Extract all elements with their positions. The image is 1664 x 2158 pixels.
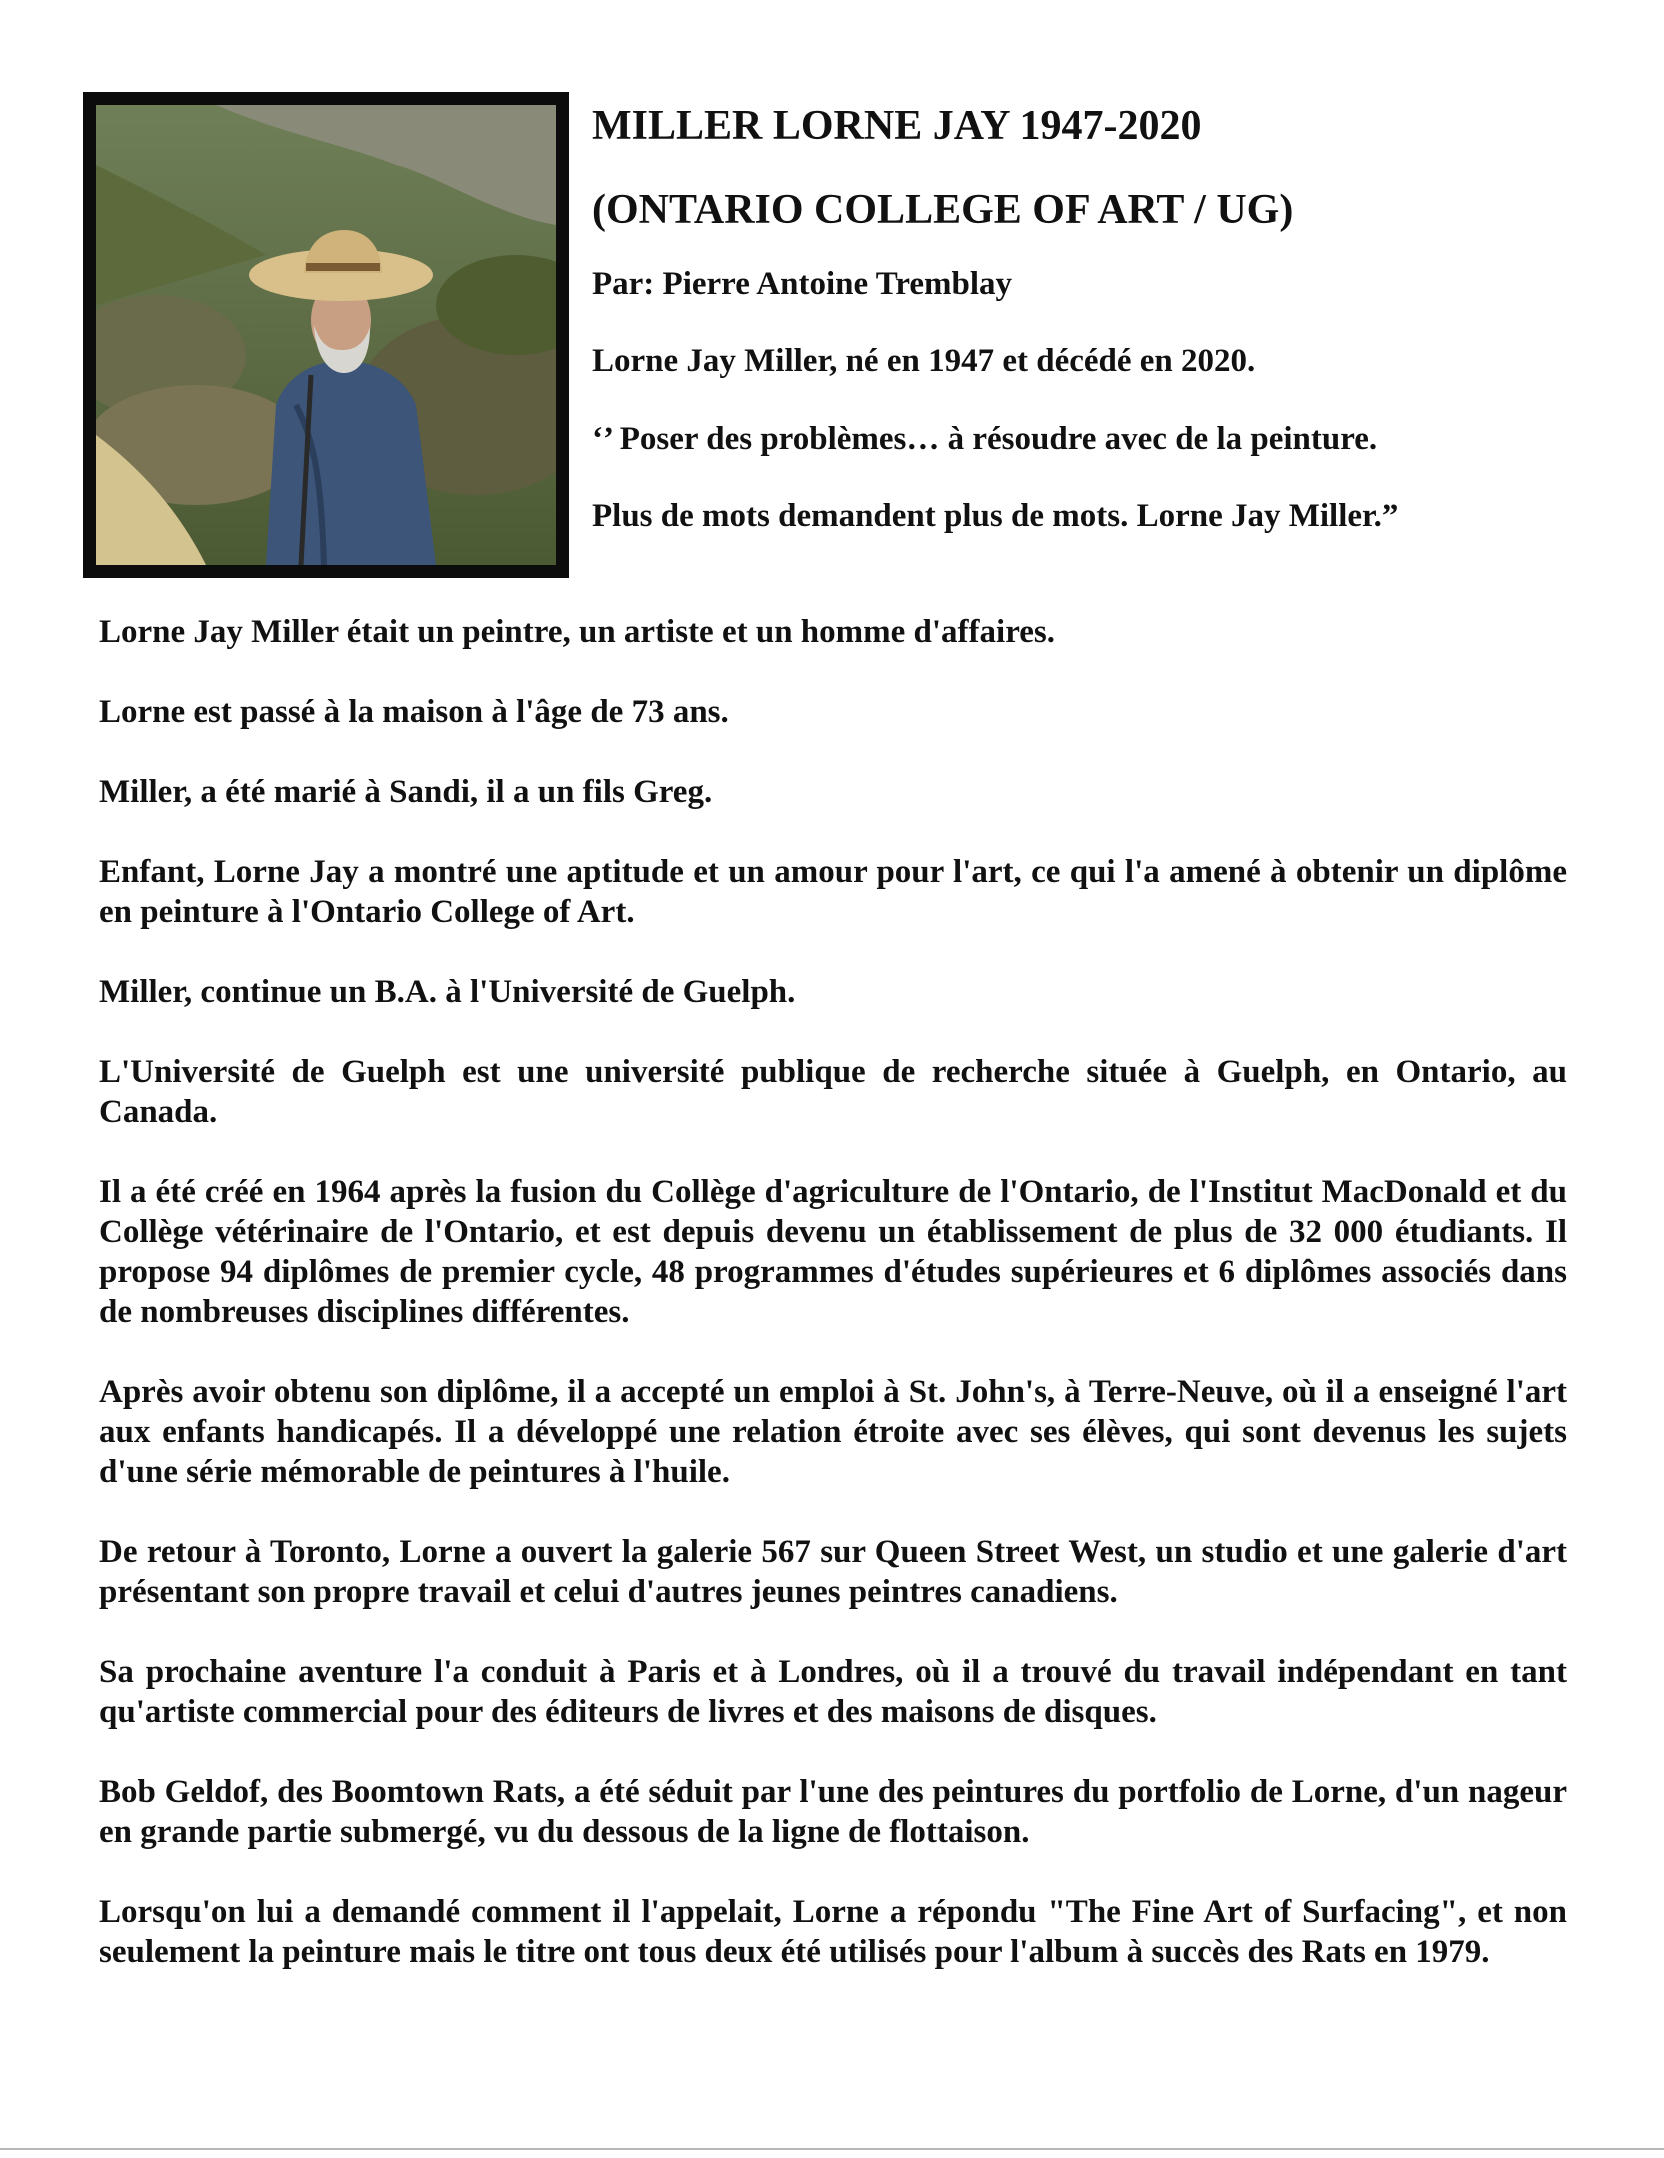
- paragraph: Enfant, Lorne Jay a montré une aptitude et un amour pour l'art, ce qui l'a amené à obtenir un diplôme en peinture à l'Ontario College of Art.: [99, 854, 1567, 930]
- paragraph: L'Université de Guelph est une université publique de recherche située à Guelph, en Ontario, au Canada.: [99, 1054, 1567, 1130]
- paragraph: Lorsqu'on lui a demandé comment il l'appelait, Lorne a répondu "The Fine Art of Surfacing", et non seulement la peinture mais le titre ont tous deux été utilisés pour l'album à succès des Rats en 1979.: [99, 1894, 1567, 1970]
- paragraph: Miller, a été marié à Sandi, il a un fils Greg.: [99, 774, 713, 810]
- header-block: [592, 102, 1592, 575]
- paragraph: Il a été créé en 1964 après la fusion du Collège d'agriculture de l'Ontario, de l'Institut MacDonald et du Collège vétérinaire de l'Ontario, et est depuis devenu un établissement de plus de 32 000 étudiants. Il propose 94 diplômes de premier cycle, 48 programmes d'études supérieures et 6 diplômes associés dans de nombreuses disciplines différentes.: [99, 1174, 1567, 1330]
- portrait-illustration: [96, 105, 556, 565]
- paragraph: Sa prochaine aventure l'a conduit à Paris et à Londres, où il a trouvé du travail indépendant en tant qu'artiste commercial pour des éditeurs de livres et des maisons de disques.: [99, 1654, 1567, 1730]
- page-bottom-rule: [0, 2148, 1664, 2150]
- portrait-photo: [83, 92, 569, 578]
- quote-line: Plus de mots demandent plus de mots. Lorne Jay Miller.”: [592, 498, 1399, 535]
- document-subtitle: (ONTARIO COLLEGE OF ART / UG): [592, 187, 1294, 234]
- paragraph: Après avoir obtenu son diplôme, il a accepté un emploi à St. John's, à Terre-Neuve, où il a enseigné l'art aux enfants handicapés. Il a développé une relation étroite avec ses élèves, qui sont devenus les sujets d'une série mémorable de peintures à l'huile.: [99, 1374, 1567, 1490]
- paragraph: Lorne est passé à la maison à l'âge de 73 ans.: [99, 694, 729, 730]
- paragraph: Miller, continue un B.A. à l'Université de Guelph.: [99, 974, 796, 1010]
- paragraph: De retour à Toronto, Lorne a ouvert la galerie 567 sur Queen Street West, un studio et une galerie d'art présentant son propre travail et celui d'autres jeunes peintres canadiens.: [99, 1534, 1567, 1610]
- document-title: MILLER LORNE JAY 1947-2020: [592, 103, 1202, 149]
- byline: Par: Pierre Antoine Tremblay: [592, 265, 1013, 302]
- paragraph: Bob Geldof, des Boomtown Rats, a été séduit par l'une des peintures du portfolio de Lorne, d'un nageur en grande partie submergé, vu du dessous de la ligne de flottaison.: [99, 1774, 1567, 1850]
- paragraph: Lorne Jay Miller était un peintre, un artiste et un homme d'affaires.: [99, 614, 1055, 650]
- header-line: Lorne Jay Miller, né en 1947 et décédé en 2020.: [592, 343, 1256, 380]
- article-body: [99, 612, 1567, 2012]
- quote-line: ‘’ Poser des problèmes… à résoudre avec de la peinture.: [592, 420, 1378, 457]
